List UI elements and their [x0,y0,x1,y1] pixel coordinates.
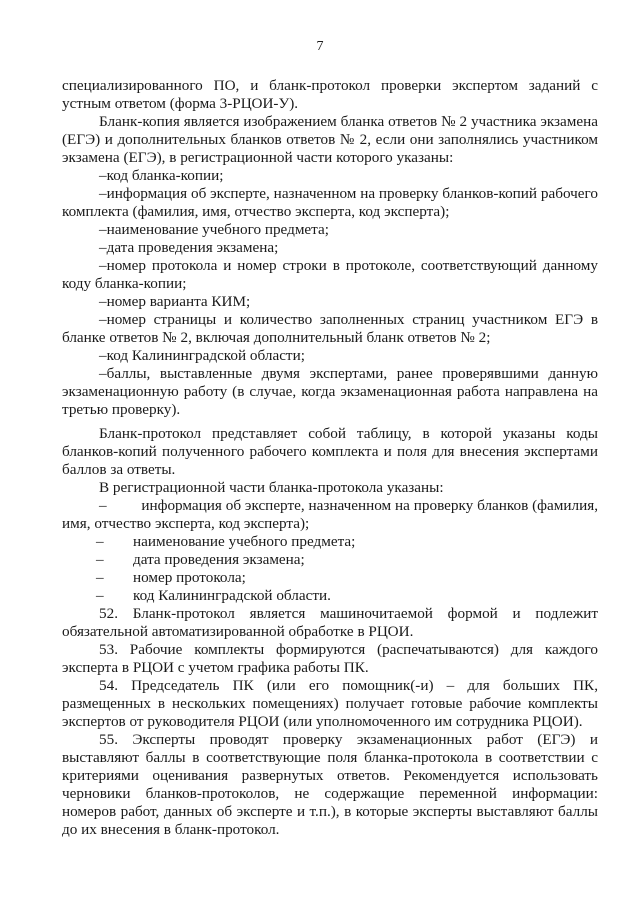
paragraph-54: 54. Председатель ПК (или его помощник(-и) – для больших ПК, размещенных в нескольких помещениях) получает готовые рабочие комплекты экспертов от руководителя РЦОИ (или уполномоченного им сотрудника РЦОИ). [62,677,598,730]
protocol-fields-list [62,497,598,605]
list-dash: – [96,587,104,604]
list-item: –дата проведения экзамена; [99,239,279,256]
list-item [62,551,598,569]
list-dash: – [99,497,107,514]
paragraph-blank-copy: Бланк-копия является изображением бланка ответов № 2 участника экзамена (ЕГЭ) и дополнительных бланков ответов № 2, если они заполнялись участником экзамена (ЕГЭ), в регистрационной части которого указаны: [62,113,598,166]
paragraph-53: 53. Рабочие комплекты формируются (распечатываются) для каждого эксперта в РЦОИ с учетом графика работы ПК. [62,641,598,676]
list-item-text: номер протокола; [133,569,246,586]
list-item [62,497,598,533]
paragraph-continuation: специализированного ПО, и бланк-протокол проверки экспертом заданий с устным ответом (форма 3-РЦОИ-У). [62,77,598,112]
list-dash: – [96,551,104,568]
paragraph-55: 55. Эксперты проводят проверку экзаменационных работ (ЕГЭ) и выставляют баллы в соответствующие поля бланка-протокола в соответствии с критериями оценивания развернутых ответов. Рекомендуется использовать черновики бланков-протоколов, не содержащие переменной информации: номеров работ, данных об эксперте и т.п.), в которые эксперты выставляют баллы до их внесения в бланк-протокол. [62,731,598,838]
list-dash: – [96,569,104,586]
list-item: –наименование учебного предмета; [99,221,329,238]
paragraph-blank-protocol: Бланк-протокол представляет собой таблицу, в которой указаны коды бланков-копий полученного рабочего комплекта и поля для внесения экспертами баллов за ответы. [62,425,598,478]
list-item-text: дата проведения экзамена; [133,551,305,568]
list-item-text: информация об эксперте, назначенном на проверку бланков (фамилия, имя, отчество эксперта, код эксперта); [62,497,598,532]
list-item [62,569,598,587]
list-item-text: код Калининградской области. [133,587,331,604]
list-item-text: наименование учебного предмета; [133,533,356,550]
list-item: –информация об эксперте, назначенном на проверку бланков-копий рабочего комплекта (фамилия, имя, отчество эксперта, код эксперта); [62,185,598,220]
list-item: –номер варианта КИМ; [99,293,251,310]
list-item: –номер протокола и номер строки в протоколе, соответствующий данному коду бланка-копии; [62,257,598,292]
blank-copy-fields-list [62,167,598,419]
list-item [62,587,598,605]
list-item: –баллы, выставленные двумя экспертами, ранее проверявшими данную экзаменационную работу (в случае, когда экзаменационная работа направлена на третью проверку). [62,365,598,418]
page-body [62,77,598,839]
page-number: 7 [316,39,324,54]
list-dash: – [96,533,104,550]
paragraph-52: 52. Бланк-протокол является машиночитаемой формой и подлежит обязательной автоматизированной обработке в РЦОИ. [62,605,598,640]
list-item: –код бланка-копии; [99,167,224,184]
list-item: –код Калининградской области; [99,347,305,364]
paragraph-registration-part: В регистрационной части бланка-протокола указаны: [99,479,444,496]
list-item: –номер страницы и количество заполненных страниц участником ЕГЭ в бланке ответов № 2, включая дополнительный бланк ответов № 2; [62,311,598,346]
list-item [62,533,598,551]
